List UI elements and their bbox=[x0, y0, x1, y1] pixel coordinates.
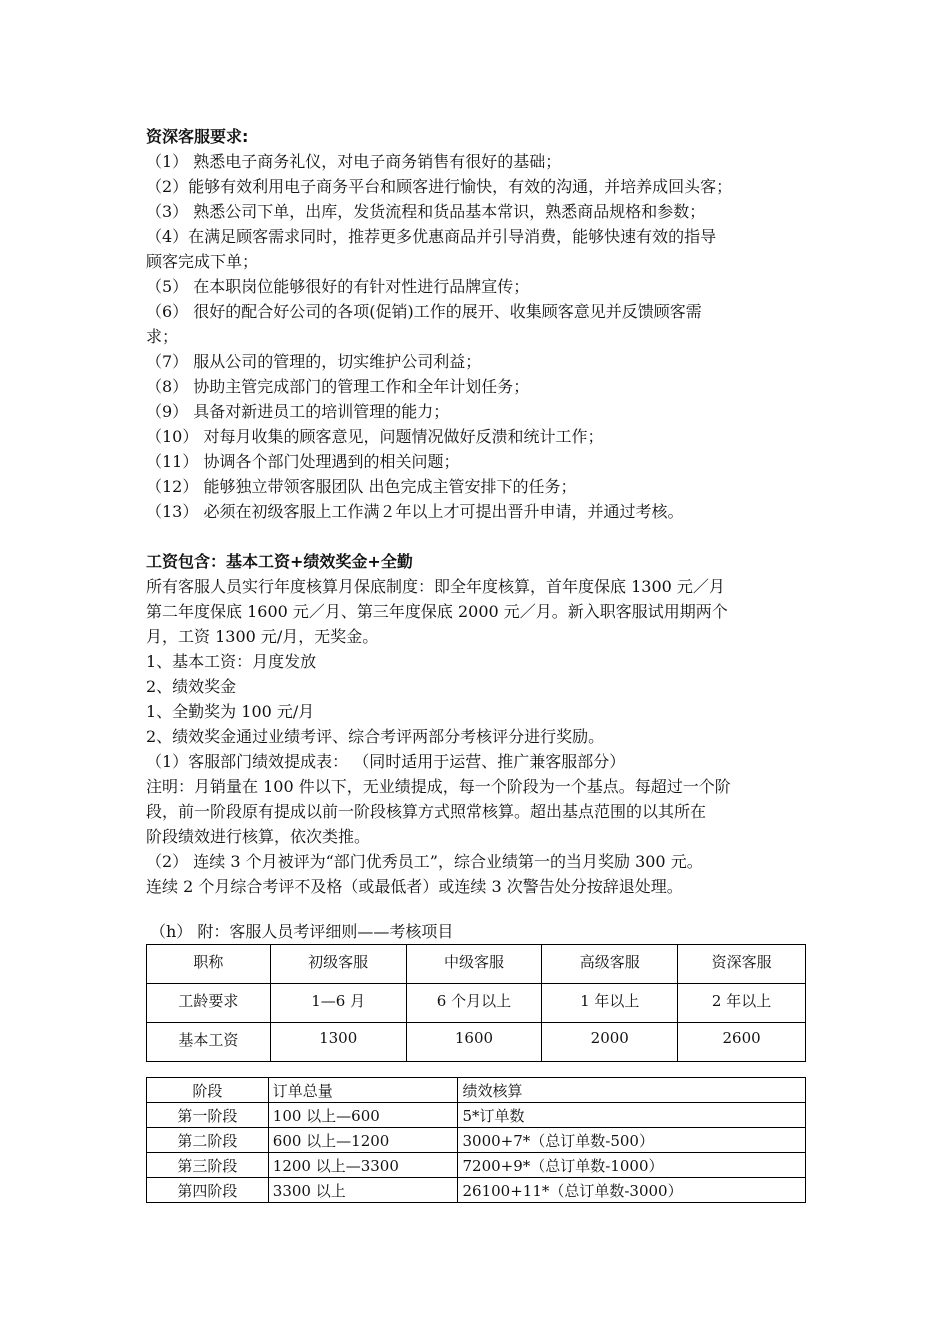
table-cell: 基本工资 bbox=[147, 1023, 271, 1062]
table-row bbox=[147, 1103, 806, 1128]
table-row bbox=[147, 1023, 806, 1062]
table-cell: 2600 bbox=[678, 1023, 806, 1062]
table-cell: 第三阶段 bbox=[147, 1153, 269, 1178]
requirement-line: （8） 协助主管完成部门的管理工作和全年计划任务； bbox=[146, 377, 530, 396]
table-cell: 工龄要求 bbox=[147, 984, 271, 1023]
table-row bbox=[147, 1178, 806, 1203]
table-cell: 5*订单数 bbox=[458, 1103, 806, 1128]
salary-line: 1、基本工资：月度发放 bbox=[146, 652, 317, 671]
table-row bbox=[147, 1078, 806, 1103]
table-cell: 1600 bbox=[406, 1023, 542, 1062]
table-cell: 3300 以上 bbox=[268, 1178, 458, 1203]
table-cell: 2 年以上 bbox=[678, 984, 806, 1023]
table-row bbox=[147, 1128, 806, 1153]
table-cell: 订单总量 bbox=[268, 1078, 458, 1103]
salary-line: 第二年度保底 1600 元／月、第三年度保底 2000 元／月。新入职客服试用期两个 bbox=[146, 602, 728, 621]
requirement-line: （7） 服从公司的管理的，切实维护公司利益； bbox=[146, 352, 482, 371]
requirement-line: （3） 熟悉公司下单，出库，发货流程和货品基本常识，熟悉商品规格和参数； bbox=[146, 202, 706, 221]
table-cell: 第四阶段 bbox=[147, 1178, 269, 1203]
salary-line: 连续 2 个月综合考评不及格（或最低者）或连续 3 次警告处分按辞退处理。 bbox=[146, 877, 683, 896]
table-cell: 7200+9*（总订单数-1000） bbox=[458, 1153, 806, 1178]
requirement-line: （12） 能够独立带领客服团队 出色完成主管安排下的任务； bbox=[146, 477, 577, 496]
requirement-line: （2）能够有效利用电子商务平台和顾客进行愉快，有效的沟通，并培养成回头客； bbox=[146, 177, 733, 196]
table-row bbox=[147, 984, 806, 1023]
section-title-senior-requirements: 资深客服要求: bbox=[146, 127, 249, 146]
table-row bbox=[147, 1153, 806, 1178]
salary-line: 月，工资 1300 元/月，无奖金。 bbox=[146, 627, 379, 646]
table-cell: 6 个月以上 bbox=[406, 984, 542, 1023]
salary-line: 2、绩效奖金通过业绩考评、综合考评两部分考核评分进行奖励。 bbox=[146, 727, 605, 746]
table-cell: 1 年以上 bbox=[542, 984, 678, 1023]
grade-table bbox=[146, 944, 806, 1062]
section-title-salary: 工资包含：基本工资+绩效奖金+全勤 bbox=[146, 552, 413, 571]
salary-line: （1）客服部门绩效提成表： （同时适用于运营、推广兼客服部分） bbox=[146, 752, 626, 771]
table-cell: 中级客服 bbox=[406, 945, 542, 984]
table-cell: 第二阶段 bbox=[147, 1128, 269, 1153]
requirement-line: （1） 熟悉电子商务礼仪，对电子商务销售有很好的基础； bbox=[146, 152, 562, 171]
requirements-list bbox=[146, 149, 816, 524]
requirement-line: （4）在满足顾客需求同时，推荐更多优惠商品并引导消费，能够快速有效的指导 bbox=[146, 227, 717, 246]
table-cell: 2000 bbox=[542, 1023, 678, 1062]
requirement-line: 求； bbox=[146, 327, 179, 346]
salary-line: （2） 连续 3 个月被评为“部门优秀员工”，综合业绩第一的当月奖励 300 元。 bbox=[146, 852, 703, 871]
salary-paragraphs bbox=[146, 574, 816, 899]
requirement-line: 顾客完成下单； bbox=[146, 252, 259, 271]
table-cell: 高级客服 bbox=[542, 945, 678, 984]
table-caption: （h） 附：客服人员考评细则——考核项目 bbox=[150, 922, 454, 941]
table-row bbox=[147, 945, 806, 984]
table-cell: 3000+7*（总订单数-500） bbox=[458, 1128, 806, 1153]
table-cell: 绩效核算 bbox=[458, 1078, 806, 1103]
requirement-line: （9） 具备对新进员工的培训管理的能力； bbox=[146, 402, 450, 421]
table-cell: 100 以上—600 bbox=[268, 1103, 458, 1128]
table-cell: 职称 bbox=[147, 945, 271, 984]
document-body bbox=[146, 124, 816, 899]
table-cell: 26100+11*（总订单数-3000） bbox=[458, 1178, 806, 1203]
requirement-line: （6） 很好的配合好公司的各项(促销)工作的展开、收集顾客意见并反馈顾客需 bbox=[146, 302, 702, 321]
table-cell: 1—6 月 bbox=[270, 984, 406, 1023]
table-cell: 阶段 bbox=[147, 1078, 269, 1103]
salary-line: 注明：月销量在 100 件以下，无业绩提成，每一个阶段为一个基点。每超过一个阶 bbox=[146, 777, 731, 796]
salary-line: 1、全勤奖为 100 元/月 bbox=[146, 702, 315, 721]
requirement-line: （13） 必须在初级客服上工作满２年以上才可提出晋升申请，并通过考核。 bbox=[146, 502, 684, 521]
table-cell: 初级客服 bbox=[270, 945, 406, 984]
requirement-line: （10） 对每月收集的顾客意见，问题情况做好反溃和统计工作； bbox=[146, 427, 604, 446]
requirement-line: （11） 协调各个部门处理遇到的相关问题； bbox=[146, 452, 460, 471]
salary-line: 2、绩效奖金 bbox=[146, 677, 237, 696]
salary-line: 所有客服人员实行年度核算月保底制度：即全年度核算，首年度保底 1300 元／月 bbox=[146, 577, 725, 596]
table-cell: 1300 bbox=[270, 1023, 406, 1062]
requirement-line: （5） 在本职岗位能够很好的有针对性进行品牌宣传； bbox=[146, 277, 530, 296]
salary-line: 阶段绩效进行核算，依次类推。 bbox=[146, 827, 371, 846]
performance-table bbox=[146, 1077, 806, 1203]
table-cell: 1200 以上—3300 bbox=[268, 1153, 458, 1178]
table-cell: 600 以上—1200 bbox=[268, 1128, 458, 1153]
table-cell: 资深客服 bbox=[678, 945, 806, 984]
salary-line: 段，前一阶段原有提成以前一阶段核算方式照常核算。超出基点范围的以其所在 bbox=[146, 802, 707, 821]
table-cell: 第一阶段 bbox=[147, 1103, 269, 1128]
